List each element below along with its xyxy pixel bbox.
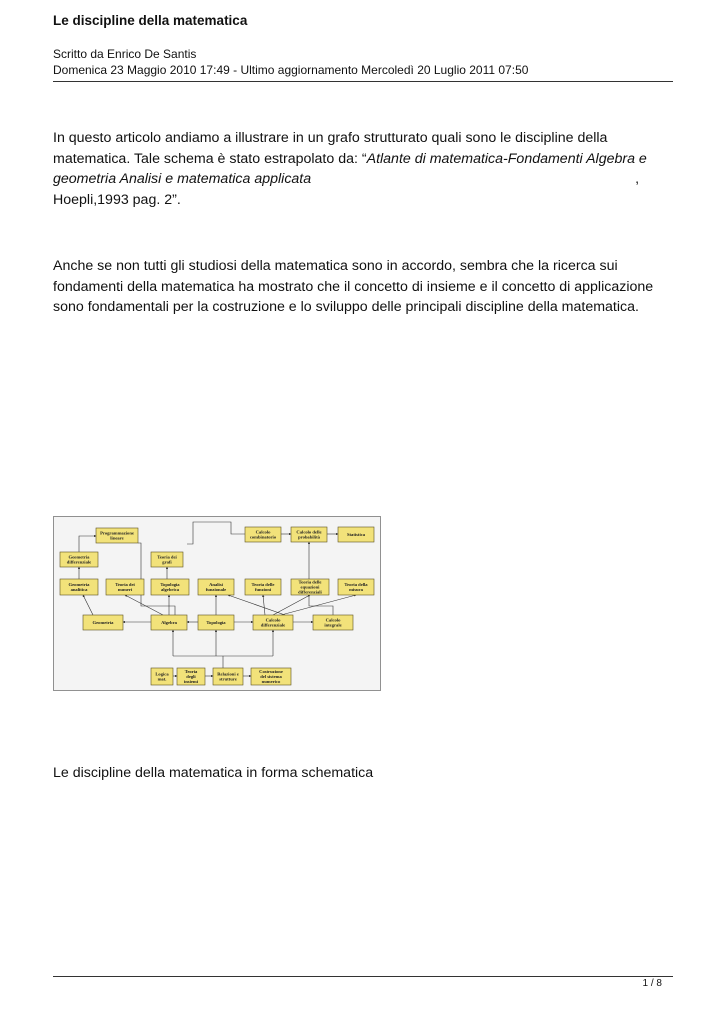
book-title: Atlante di matematica-Fondamenti Algebra e geometria Analisi e matematica applicata — [53, 150, 647, 187]
intro-comma: , — [635, 171, 640, 187]
page-title: Le discipline della matematica — [53, 13, 248, 28]
svg-text:del sistema: del sistema — [260, 674, 282, 680]
diagram-node-algebra — [151, 615, 187, 630]
svg-text:Geometria: Geometria — [68, 554, 90, 560]
svg-text:Teoria dei: Teoria dei — [157, 554, 177, 560]
author-line: Scritto da Enrico De Santis — [53, 47, 197, 61]
diagram-node-geometria-diff — [60, 552, 98, 567]
diagram-caption: Le discipline della matematica in forma schematica — [53, 765, 374, 781]
svg-text:numerico: numerico — [261, 679, 281, 685]
svg-text:funzioni: funzioni — [254, 587, 272, 593]
intro-paragraph — [53, 128, 678, 210]
footer-divider — [53, 976, 673, 977]
diagram-node-teoria-numeri — [106, 579, 144, 595]
svg-text:mat.: mat. — [157, 676, 167, 682]
diagram-node-calcolo-diff — [253, 615, 293, 630]
diagram-node-topologia-alg — [151, 579, 189, 595]
svg-text:Calcolo: Calcolo — [265, 617, 281, 623]
svg-text:misura: misura — [349, 587, 363, 593]
diagram-node-teoria-misura — [338, 579, 374, 595]
svg-text:differenziale: differenziale — [66, 559, 92, 565]
diagram-node-teoria-insiemi — [177, 668, 205, 685]
svg-text:Calcolo delle: Calcolo delle — [296, 529, 322, 535]
svg-text:Geometria: Geometria — [92, 620, 114, 626]
diagram-node-logica — [151, 668, 173, 685]
diagram-node-geometria-analitica — [60, 579, 98, 595]
diagram-node-teoria-equazioni — [291, 579, 329, 595]
svg-text:funzionale: funzionale — [205, 587, 227, 593]
svg-text:Teoria delle: Teoria delle — [298, 579, 322, 585]
svg-text:Costruzione: Costruzione — [259, 669, 283, 675]
svg-text:Calcolo: Calcolo — [255, 529, 271, 535]
diagram-node-relazioni — [213, 668, 243, 685]
svg-text:Statistica: Statistica — [346, 532, 366, 538]
diagram-node-calcolo-comb — [245, 527, 281, 542]
diagram-node-topologia — [198, 615, 234, 630]
diagram-node-programmazione — [96, 528, 138, 543]
svg-text:Analisi: Analisi — [209, 582, 223, 588]
svg-text:combinatorio: combinatorio — [249, 534, 277, 540]
svg-text:insiemi: insiemi — [183, 679, 199, 685]
diagram-node-teoria-grafi — [151, 552, 183, 567]
svg-text:grafi: grafi — [162, 559, 172, 565]
header-divider — [53, 81, 673, 82]
svg-text:Geometria: Geometria — [68, 582, 90, 588]
svg-text:Topologia: Topologia — [160, 582, 180, 588]
svg-text:differenziali: differenziali — [298, 589, 322, 595]
svg-text:Teoria: Teoria — [184, 669, 198, 675]
body-paragraph: Anche se non tutti gli studiosi della matematica sono in accordo, sembra che la ricerca sui fondamenti della matematica ha mostrato che il concetto di insieme e il concetto di applicazione sono fondamentali per la costruzione e lo sviluppo delle principali discipline della matematica. — [53, 258, 654, 315]
intro-text: In questo articolo andiamo a illustrare in un grafo strutturato quali sono le discipline della matematica. Tale schema è stato estrapolato da: “ — [53, 130, 608, 167]
svg-text:Topologia: Topologia — [206, 620, 226, 626]
svg-text:equazioni: equazioni — [300, 584, 320, 590]
page-number: 1 / 8 — [642, 978, 662, 989]
svg-text:Calcolo: Calcolo — [325, 617, 341, 623]
svg-text:Teoria delle: Teoria delle — [251, 582, 275, 588]
svg-text:differenziale: differenziale — [260, 622, 286, 628]
diagram-node-calcolo-prob — [291, 527, 327, 542]
book-publisher: Hoepli,1993 pag. 2”. — [53, 191, 181, 208]
svg-text:numeri: numeri — [117, 587, 133, 593]
diagram-node-statistica — [338, 527, 374, 542]
svg-text:Programmazione: Programmazione — [100, 530, 134, 536]
svg-text:probabilità: probabilità — [298, 534, 320, 540]
diagram-node-teoria-funzioni — [245, 579, 281, 595]
svg-text:analitica: analitica — [70, 587, 88, 593]
diagram-svg — [53, 516, 381, 691]
diagram-node-analisi-funz — [198, 579, 234, 595]
diagram-node-calcolo-int — [313, 615, 353, 630]
svg-text:Relazioni e: Relazioni e — [217, 671, 239, 677]
svg-text:Teoria della: Teoria della — [344, 582, 368, 588]
diagram-node-geometria — [83, 615, 123, 630]
svg-text:integrale: integrale — [324, 622, 342, 628]
svg-text:degli: degli — [186, 674, 196, 680]
svg-text:lineare: lineare — [110, 535, 124, 541]
diagram-node-costruzione — [251, 668, 291, 685]
svg-text:strutture: strutture — [219, 676, 237, 682]
disciplines-diagram — [53, 516, 381, 691]
svg-text:Logica: Logica — [155, 671, 169, 677]
date-line: Domenica 23 Maggio 2010 17:49 - Ultimo aggiornamento Mercoledì 20 Luglio 2011 07:50 — [53, 63, 529, 77]
svg-text:Algebra: Algebra — [161, 620, 177, 626]
svg-text:Teoria dei: Teoria dei — [115, 582, 135, 588]
svg-text:algebrica: algebrica — [160, 587, 180, 593]
